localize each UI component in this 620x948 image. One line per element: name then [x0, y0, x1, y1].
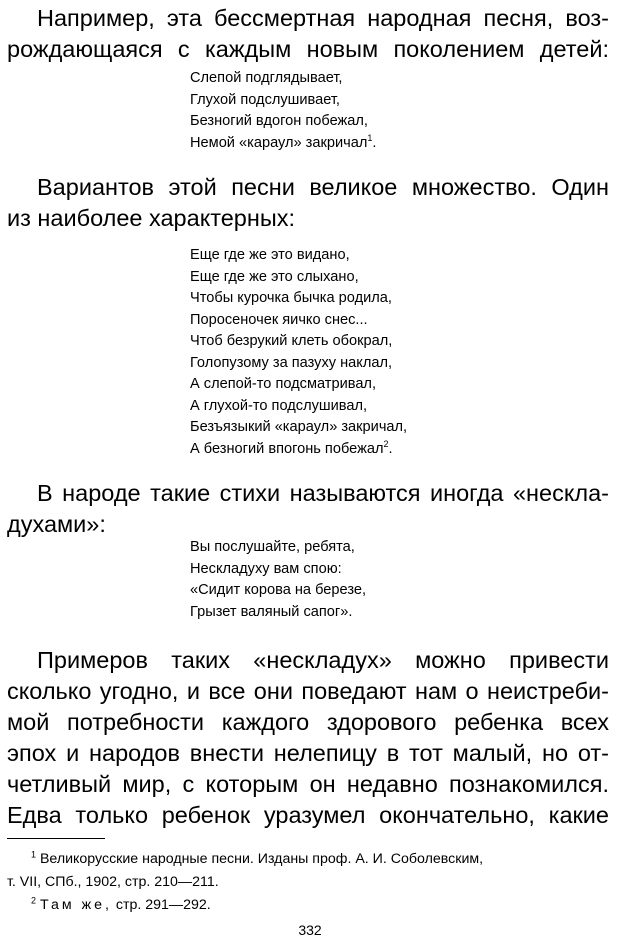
- verse-line: А безногий впогонь побежал$^2$.: [190, 438, 393, 457]
- footnote-line: [7, 848, 609, 871]
- verse-line: Нескладуху вам спою:: [190, 560, 342, 577]
- footnote-1: [7, 848, 609, 894]
- verse-line: Безногий вдогон побежал,: [190, 113, 368, 129]
- verse-line: Чтоб безрукий клеть обокрал,: [190, 333, 393, 349]
- verse-line-text: Немой «караул» закричал: [190, 134, 368, 151]
- paragraph-line: эпох и народов внести нелепицу в тот малый, но от-: [7, 740, 609, 766]
- verse-line: Голопузому за пазуху наклал,: [190, 354, 393, 371]
- verse-line: Еще где же это слыхано,: [190, 268, 359, 285]
- footnote-line: т. VII, СПб., 1902, стр. 210—211.: [7, 874, 219, 890]
- verse-line: Глухой подслушивает,: [190, 91, 340, 108]
- verse-line: Слепой подглядывает,: [190, 70, 343, 86]
- paragraph-4: [7, 645, 609, 831]
- footnote-ref: 1: [367, 132, 373, 143]
- verse-line: Поросеночек яичко снес...: [190, 311, 368, 328]
- footnote-ref: 2: [383, 438, 389, 449]
- verse-line-text: А безногий впогонь побежал: [190, 440, 384, 457]
- footnote-2: [7, 894, 609, 917]
- footnote-text: стр. 291—292.: [115, 897, 211, 913]
- paragraph-line: четливый мир, с которым он недавно познакомился.: [7, 771, 609, 797]
- verse-line: «Сидит корова на березе,: [190, 582, 367, 598]
- paragraph-line: мой потребности каждого здорового ребенка всех: [7, 709, 609, 735]
- paragraph-2: [7, 172, 609, 234]
- footnote-line: [7, 894, 609, 917]
- verse-2: [190, 245, 407, 460]
- paragraph-line: Вариантов этой песни великое множество. Один: [37, 174, 609, 200]
- paragraph-line: из наиболее характерных:: [7, 205, 296, 231]
- paragraph-line: духами»:: [7, 511, 106, 537]
- paragraph-line: Например, эта бессмертная народная песня, воз-: [37, 5, 609, 31]
- verse-3: [190, 537, 366, 623]
- footnote-divider: [7, 838, 105, 839]
- verse-line: Немой «караул» закричал$^1$.: [190, 132, 377, 151]
- paragraph-3: [7, 478, 609, 540]
- paragraph-1: [7, 3, 609, 65]
- verse-line: Чтобы курочка бычка родила,: [190, 290, 392, 306]
- paragraph-line: Едва только ребенок уразумел окончательно, какие: [7, 802, 609, 828]
- footnote-mark: 2: [31, 895, 37, 906]
- verse-line: Вы послушайте, ребята,: [190, 539, 355, 555]
- footnote-ibid: Там же,: [39, 897, 112, 913]
- verse-line: А глухой-то подслушивал,: [190, 397, 368, 414]
- verse-line: Безъязыкий «караул» закричал,: [190, 419, 408, 435]
- page-number: 332: [298, 922, 322, 938]
- footnote-text: Великорусские народные песни. Изданы проф. А. И. Соболевским,: [39, 851, 484, 867]
- footnote-mark: 1: [31, 849, 37, 860]
- verse-line: Еще где же это видано,: [190, 247, 350, 263]
- verse-line: А слепой-то подсматривал,: [190, 376, 377, 392]
- paragraph-line: Примеров таких «нескладух» можно привести: [37, 647, 609, 673]
- paragraph-line: рождающаяся с каждым новым поколением детей:: [7, 36, 609, 62]
- paragraph-line: В народе такие стихи называются иногда «нескла-: [37, 480, 609, 506]
- paragraph-line: сколько угодно, и все они поведают нам о неистреби-: [7, 678, 609, 704]
- verse-line: Грызет валяный сапог».: [190, 603, 353, 620]
- verse-1: [190, 68, 376, 154]
